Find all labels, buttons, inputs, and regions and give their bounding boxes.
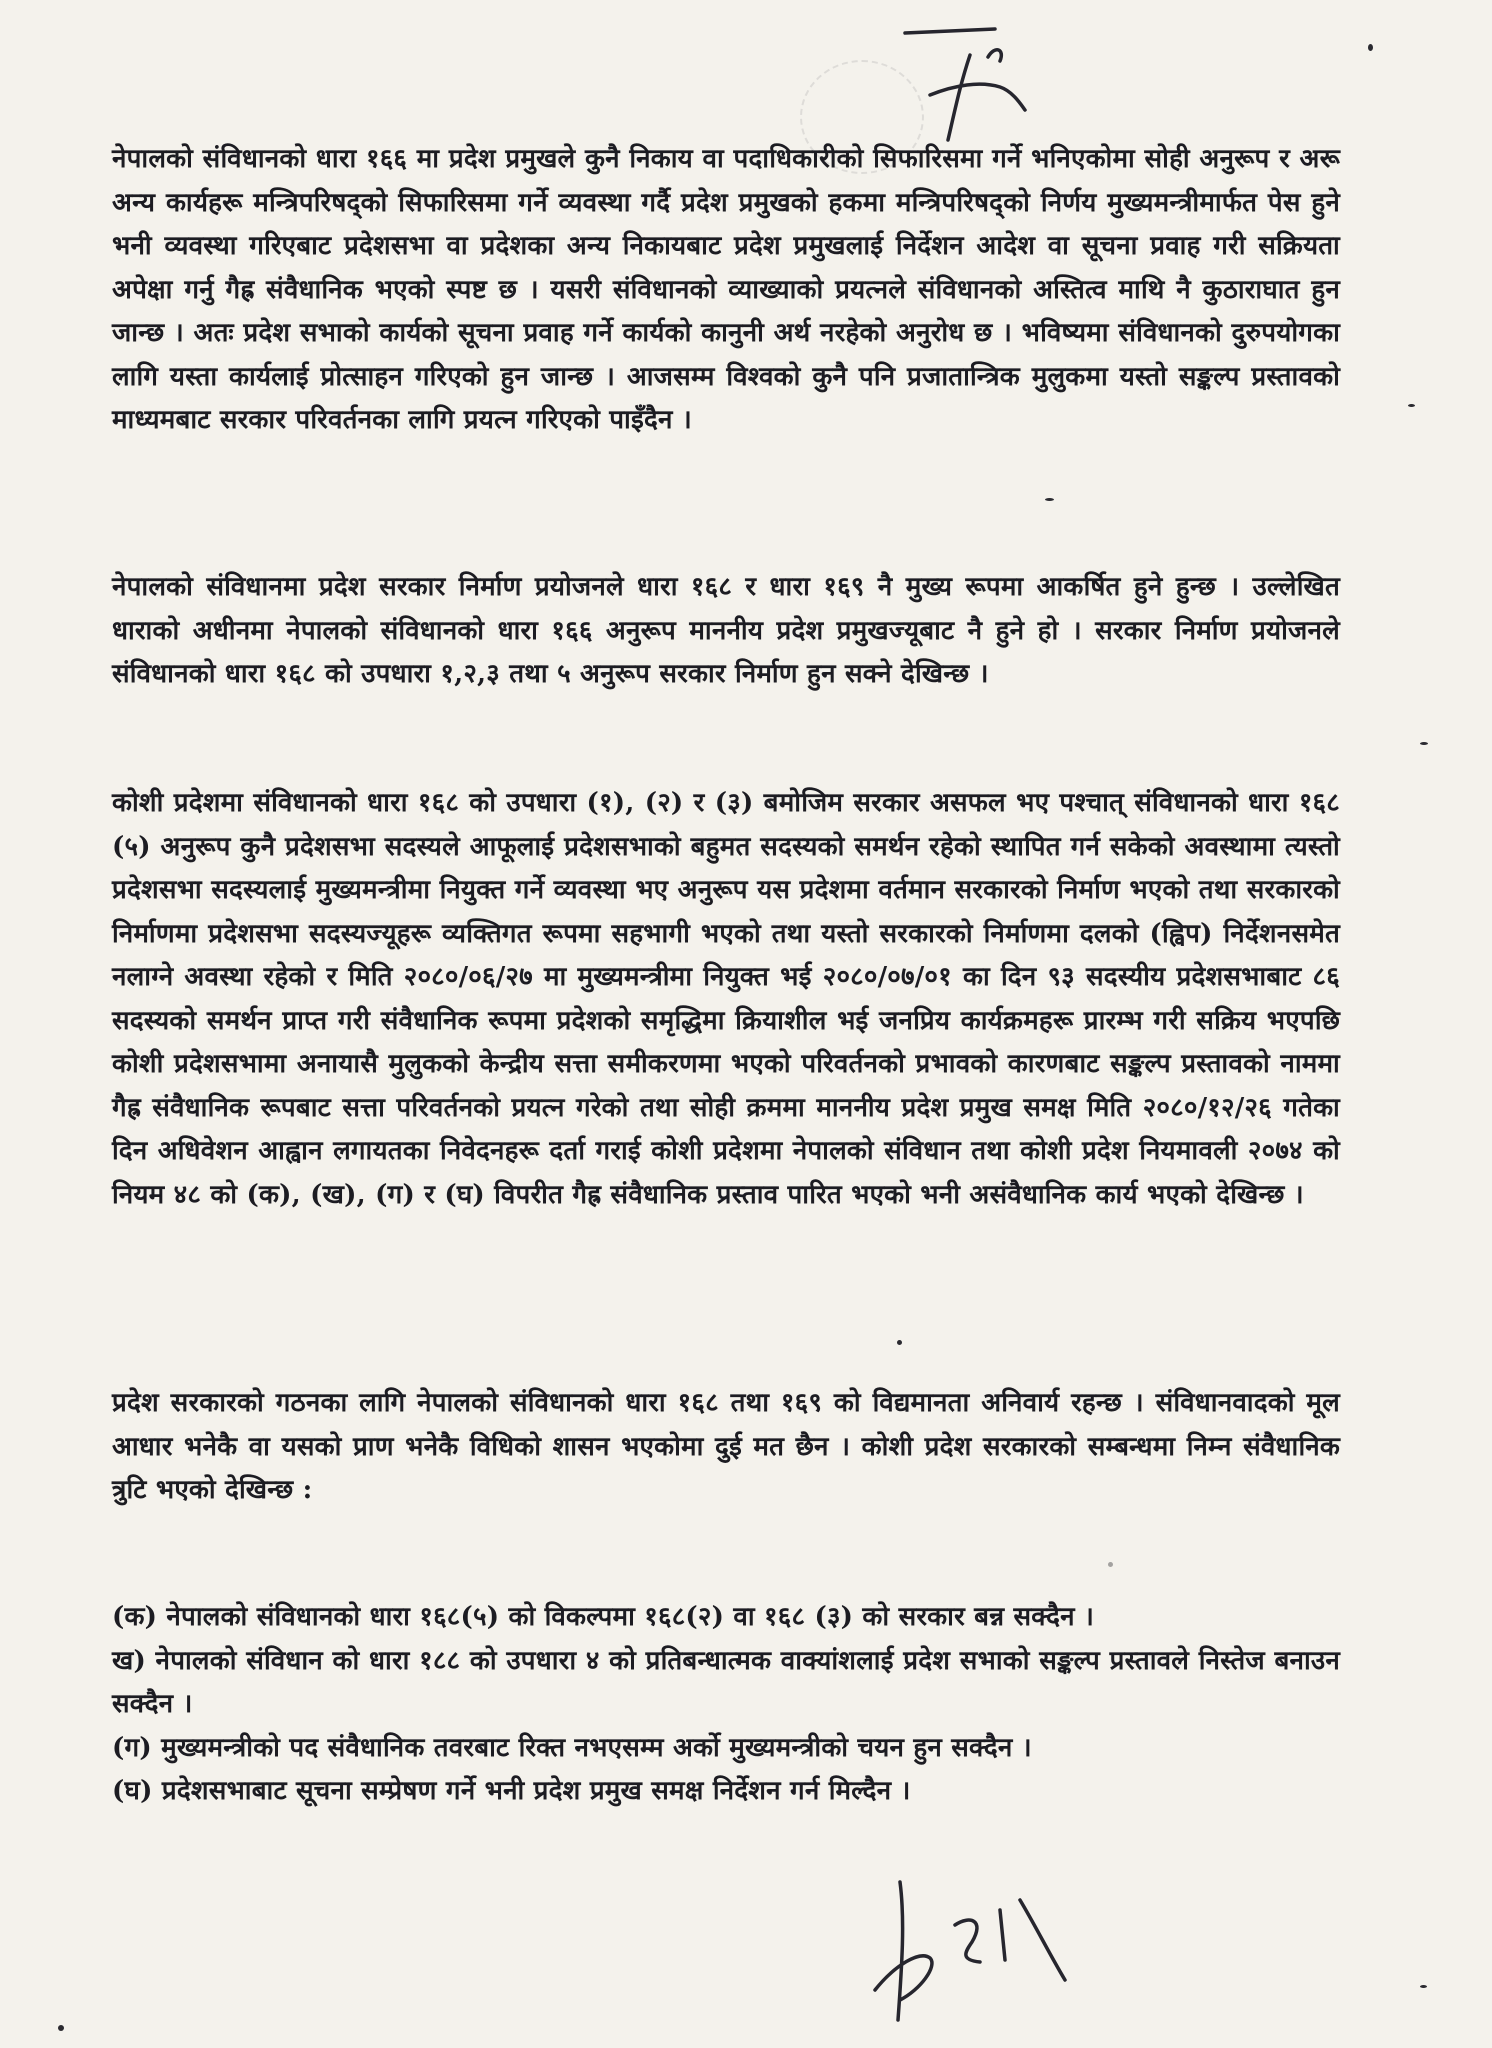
list-item: (क) नेपालको संविधानको धारा १६८(५) को विकल्पमा १६८(२) वा १६८ (३) को सरकार बन्न सक्दैन । — [112, 1602, 1095, 1632]
scan-speck — [897, 1340, 902, 1345]
list-item: ख) नेपालको संविधान को धारा १८८ को उपधारा ४ को प्रतिबन्धात्मक वाक्यांशलाई प्रदेश सभाको सङ्कल्प प्रस्तावले निस्तेज बनाउन सक्दैन । — [112, 1645, 1340, 1719]
list-item: (ग) मुख्यमन्त्रीको पद संवैधानिक तवरबाट रिक्त नभएसम्म अर्को मुख्यमन्त्रीको चयन हुन सक्दैन । — [112, 1732, 1032, 1763]
constitutional-errors-list — [112, 1596, 1340, 1814]
paragraph-text: नेपालको संविधानमा प्रदेश सरकार निर्माण प्रयोजनले धारा १६८ र धारा १६९ नै मुख्य रूपमा आकर्षित हुने हुन्छ । उल्लेखित धाराको अधीनमा नेपालको संविधानको धारा १६६ अनुरूप माननीय प्रदेश प्रमुखज्यूबाट नै हुने हो । सरकार निर्माण प्रयोजनले संविधानको धारा १६८ को उपधारा १,२,३ तथा ५ अनुरूप सरकार निर्माण हुन सक्ने देखिन्छ । — [112, 572, 1340, 689]
paragraph-government-formation — [112, 1382, 1340, 1513]
paragraph-text: कोशी प्रदेशमा संविधानको धारा १६८ को उपधारा (१), (२) र (३) बमोजिम सरकार असफल भए पश्चात् संविधानको धारा १६८ (५) अनुरूप कुनै प्रदेशसभा सदस्यले आफूलाई प्रदेशसभाको बहुमत सदस्यको समर्थन रहेको स्थापित गर्न सकेको अवस्थामा त्यस्तो प्रदेशसभा सदस्यलाई मुख्यमन्त्रीमा नियुक्त गर्ने व्यवस्था भए अनुरूप यस प्रदेशमा वर्तमान सरकारको निर्माण भएको तथा सरकारको निर्माणमा प्रदेशसभा सदस्यज्यूहरू व्यक्तिगत रूपमा सहभागी भएको तथा यस्तो सरकारको निर्माणमा दलको (ह्विप) निर्देशनसमेत नलाग्ने अवस्था रहेको र मिति २०८०/०६/२७ मा मुख्यमन्त्रीमा नियुक्त भई २०८०/०७/०१ का दिन ९३ सदस्यीय प्रदेशसभाबाट ८६ सदस्यको समर्थन प्राप्त गरी संवैधानिक रूपमा प्रदेशको समृद्धिमा क्रियाशील भई जनप्रिय कार्यक्रमहरू प्रारम्भ गरी सक्रिय भएपछि कोशी प्रदेशसभामा अनायासै मुलुकको केन्द्रीय सत्ता समीकरणमा भएको परिवर्तनको प्रभावको कारणबाट सङ्कल्प प्रस्तावको नाममा गैह्र संवैधानिक रूपबाट सत्ता परिवर्तनको प्रयत्न गरेको तथा सोही क्रममा माननीय प्रदेश प्रमुख समक्ष मिति २०८०/१२/२६ गतेका दिन अधिवेशन आह्वान लगायतका निवेदनहरू दर्ता गराई कोशी प्रदेशमा नेपालको संविधान तथा कोशी प्रदेश नियमावली २०७४ को नियम ४८ को (क), (ख), (ग) र (घ) विपरीत गैह्र संवैधानिक प्रस्ताव पारित भएको भनी असंवैधानिक कार्य भएको देखिन्छ । — [112, 788, 1340, 1210]
paragraph-text: नेपालको संविधानको धारा १६६ मा प्रदेश प्रमुखले कुनै निकाय वा पदाधिकारीको सिफारिसमा गर्ने भनिएकोमा सोही अनुरूप र अरू अन्य कार्यहरू मन्त्रिपरिषद्को सिफारिसमा गर्ने व्यवस्था गर्दै प्रदेश प्रमुखको हकमा मन्त्रिपरिषद्को निर्णय मुख्यमन्त्रीमार्फत पेस हुने भनी व्यवस्था गरिएबाट प्रदेशसभा वा प्रदेशका अन्य निकायबाट प्रदेश प्रमुखलाई निर्देशन आदेश वा सूचना प्रवाह गरी सक्रियता अपेक्षा गर्नु गैह्र संवैधानिक भएको स्पष्ट छ । यसरी संविधानको व्याख्याको प्रयत्नले संविधानको अस्तित्व माथि नै कुठाराघात हुन जान्छ । अतः प्रदेश सभाको कार्यको सूचना प्रवाह गर्ने कार्यको कानुनी अर्थ नरहेको अनुरोध छ । भविष्यमा संविधानको दुरुपयोगका लागि यस्ता कार्यलाई प्रोत्साहन गरिएको हुन जान्छ । आजसम्म विश्वको कुनै पनि प्रजातान्त्रिक मुलुकमा यस्तो सङ्कल्प प्रस्तावको माध्यमबाट सरकार परिवर्तनका लागि प्रयत्न गरिएको पाइँदैन । — [112, 144, 1340, 435]
scan-speck — [58, 2025, 64, 2031]
scan-speck — [1108, 1562, 1113, 1567]
list-item: (घ) प्रदेशसभाबाट सूचना सम्प्रेषण गर्ने भनी प्रदेश प्रमुख समक्ष निर्देशन गर्न मिल्दैन । — [112, 1776, 911, 1806]
paragraph-text: प्रदेश सरकारको गठनका लागि नेपालको संविधानको धारा १६८ तथा १६९ को विद्यमानता अनिवार्य रहन्छ । संविधानवादको मूल आधार भनेकै वा यसको प्राण भनेकै विधिको शासन भएकोमा दुई मत छैन । कोशी प्रदेश सरकारको सम्बन्धमा निम्न संवैधानिक त्रुटि भएको देखिन्छ : — [112, 1388, 1340, 1505]
scan-speck — [1420, 742, 1428, 745]
scan-speck — [1045, 498, 1054, 501]
scan-speck — [1420, 1985, 1427, 1988]
paragraph-koshi-province — [112, 782, 1340, 1217]
scan-speck — [1368, 44, 1373, 51]
paragraph-article-168-169 — [112, 566, 1340, 697]
bottom-signature — [860, 1870, 1070, 2030]
paragraph-article-166 — [112, 138, 1340, 443]
top-signature — [900, 15, 1040, 145]
scan-speck — [1408, 404, 1415, 407]
